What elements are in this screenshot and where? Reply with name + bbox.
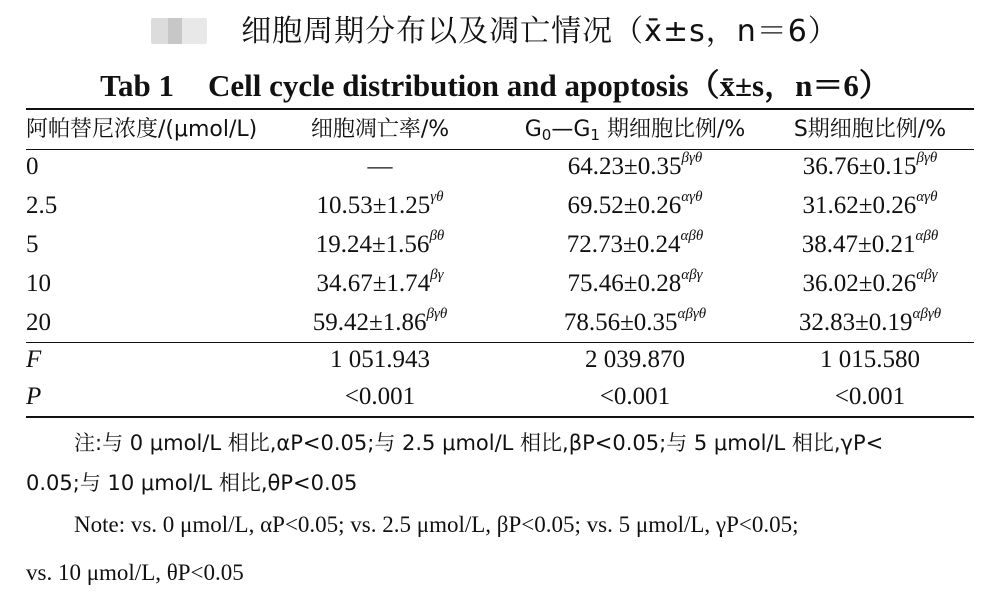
stat-label-f: F (26, 346, 42, 373)
note-cn-line-1: 注:与 0 μmol/L 相比,αP<0.05;与 2.5 μmol/L 相比,βP<0.05;与 5 μmol/L 相比,γP< (74, 431, 884, 455)
stat-f-apoptosis: 1 051.943 (330, 346, 430, 373)
cell-concentration: 0 (26, 153, 39, 180)
cell-concentration: 2.5 (26, 192, 58, 219)
top-rule (26, 108, 974, 110)
note-en-line-2: vs. 10 μmol/L, θP<0.05 (26, 560, 244, 585)
header-concentration: 阿帕替尼浓度/(μmol/L) (26, 117, 258, 142)
cell-g0g1: $78.56\pm 0.35^{\alpha\beta\gamma\theta}$ (563, 306, 707, 336)
header-rule (26, 149, 974, 150)
cell-g0g1: $75.46\pm 0.28^{\alpha\beta\gamma}$ (567, 267, 703, 297)
stat-f-g0g1: 2 039.870 (585, 346, 685, 373)
header-apoptosis: 细胞凋亡率/% (310, 117, 450, 142)
table-label: Tab 1 (100, 68, 174, 103)
cell-g0g1: $72.73\pm 0.24^{\alpha\beta\theta}$ (566, 228, 704, 258)
stat-p-g0g1: <0.001 (599, 383, 671, 410)
cell-s-phase: $38.47\pm 0.21^{\alpha\beta\theta}$ (801, 228, 939, 258)
header-g0g1: $G_0—G_1$ 期细胞比例/% (524, 117, 746, 144)
stat-p-s-phase: <0.001 (834, 383, 906, 410)
table-title-en (0, 60, 990, 105)
table-title-cn (0, 6, 990, 50)
note-cn-line-2: 0.05;与 10 μmol/L 相比,θP<0.05 (26, 471, 358, 495)
cell-s-phase: $36.02\pm 0.26^{\alpha\beta\gamma}$ (802, 267, 938, 297)
cell-apoptosis: $19.24\pm 1.56^{\beta\theta}$ (315, 228, 445, 258)
stat-p-apoptosis: <0.001 (344, 383, 416, 410)
bottom-rule (26, 416, 974, 418)
cell-s-phase: $32.83\pm 0.19^{\alpha\beta\gamma\theta}$ (798, 306, 942, 336)
cell-apoptosis: — (367, 153, 393, 180)
stat-f-s-phase: 1 015.580 (820, 346, 920, 373)
note-en-line-1: Note: vs. 0 μmol/L, αP<0.05; vs. 2.5 μmol/L, βP<0.05; vs. 5 μmol/L, γP<0.05; (74, 512, 799, 537)
header-s-phase: S期细胞比例/% (793, 117, 947, 142)
cell-s-phase: $36.76\pm 0.15^{\beta\gamma\theta}$ (802, 150, 938, 180)
cell-apoptosis: $59.42\pm 1.86^{\beta\gamma\theta}$ (312, 306, 448, 336)
cell-g0g1: $69.52\pm 0.26^{\alpha\gamma\theta}$ (567, 189, 703, 219)
cell-concentration: 5 (26, 231, 39, 258)
cell-g0g1: $64.23\pm 0.35^{\beta\gamma\theta}$ (567, 150, 703, 180)
cell-concentration: 20 (26, 309, 51, 336)
redacted-logo (151, 18, 207, 44)
title-cn-text: 细胞周期分布以及凋亡情况（x̄±s，n＝6） (241, 14, 839, 49)
cell-apoptosis: $34.67\pm 1.74^{\beta\gamma}$ (316, 267, 444, 297)
cell-concentration: 10 (26, 270, 51, 297)
stat-label-p: P (26, 383, 42, 410)
title-en-text: Cell cycle distribution and apoptosis（x̄±s，n＝6） (207, 68, 890, 103)
cell-s-phase: $31.62\pm 0.26^{\alpha\gamma\theta}$ (802, 189, 938, 219)
cell-apoptosis: $10.53\pm 1.25^{\gamma\theta}$ (316, 189, 444, 219)
stats-rule (26, 342, 974, 343)
